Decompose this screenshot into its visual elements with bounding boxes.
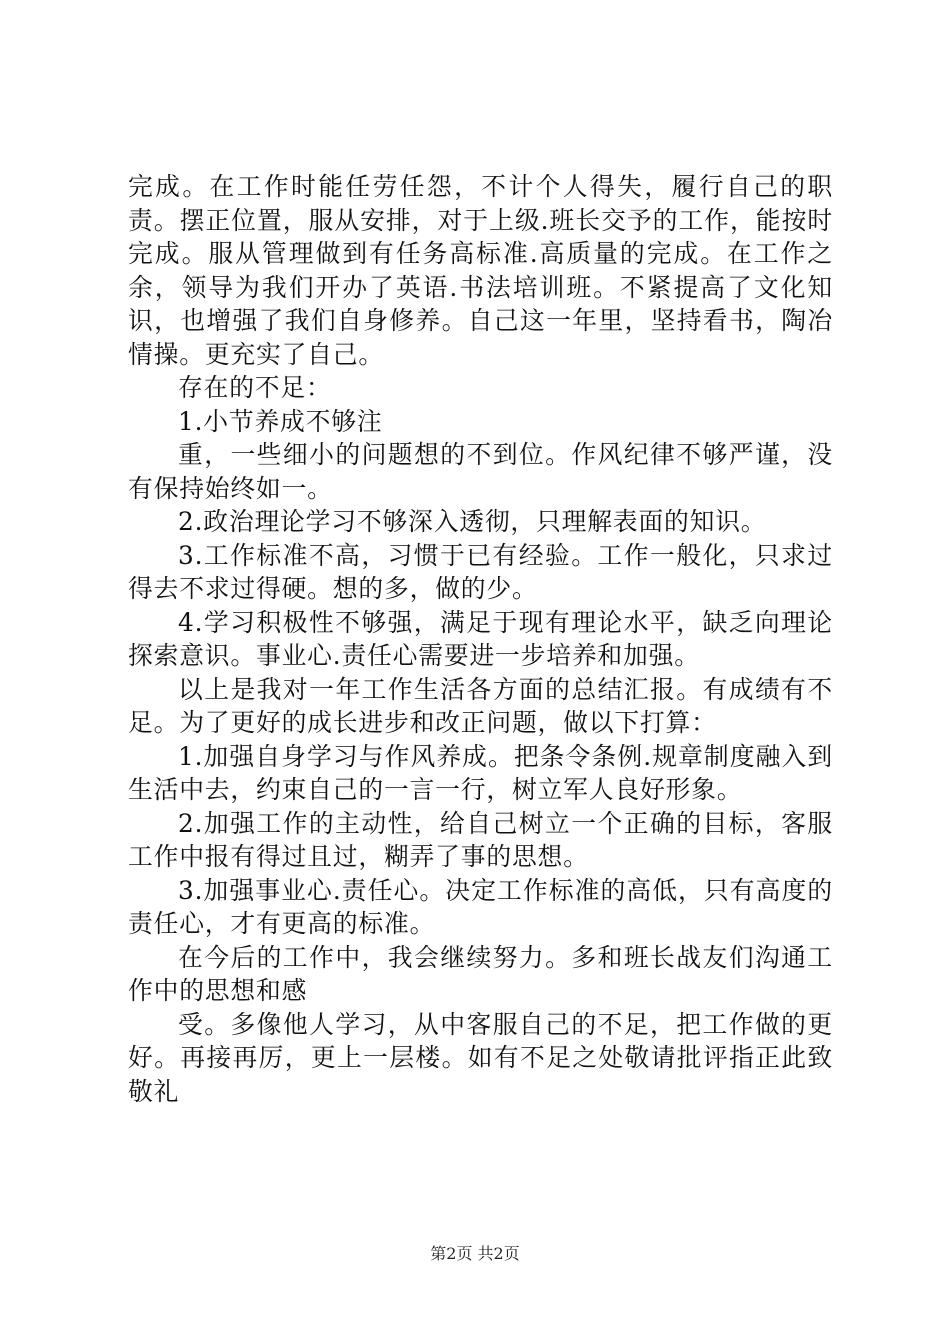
paragraph: 在今后的工作中，我会继续努力。多和班长战友们沟通工作中的思想和感 (128, 942, 833, 1005)
paragraph: 2.政治理论学习不够深入透彻，只理解表面的知识。 (178, 507, 767, 536)
paragraph: 重，一些细小的问题想的不到位。作风纪律不够严谨，没有保持始终如一。 (128, 440, 833, 503)
page-number-label: 第2页 共2页 (430, 1244, 520, 1263)
paragraph: 4.学习积极性不够强，满足于现有理论水平，缺乏向理论探索意识。事业心.责任心需要进一步培养和加强。 (128, 607, 833, 670)
paragraph: 受。多像他人学习，从中客服自己的不足，把工作做的更好。再接再厉，更上一层楼。如有不足之处敬请批评指正此致敬礼 (128, 1009, 833, 1106)
paragraph: 3.工作标准不高，习惯于已有经验。工作一般化，只求过得去不求过得硬。想的多，做的少。 (128, 540, 833, 603)
paragraph: 1.加强自身学习与作风养成。把条令条例.规章制度融入到生活中去，约束自己的一言一行，树立军人良好形象。 (128, 741, 833, 804)
paragraph: 2.加强工作的主动性，给自己树立一个正确的目标，客服工作中报有得过且过，糊弄了事的思想。 (128, 808, 833, 871)
paragraph: 3.加强事业心.责任心。决定工作标准的高低，只有高度的责任心，才有更高的标准。 (128, 875, 833, 938)
page-footer (0, 1244, 950, 1264)
paragraph: 1.小节养成不够注 (178, 406, 383, 436)
document-body (128, 170, 833, 1108)
paragraph: 完成。在工作时能任劳任怨，不计个人得失，履行自己的职责。摆正位置，服从安排，对于上级.班长交予的工作，能按时完成。服从管理做到有任务高标准.高质量的完成。在工作之余，领导为我们开办了英语.书法培训班。不紧提高了文化知识，也增强了我们自身修养。自己这一年里，坚持看书，陶冶情操。更充实了自己。 (128, 172, 833, 369)
paragraph: 以上是我对一年工作生活各方面的总结汇报。有成绩有不足。为了更好的成长进步和改正问题，做以下打算： (128, 674, 833, 737)
paragraph: 存在的不足： (178, 373, 332, 402)
